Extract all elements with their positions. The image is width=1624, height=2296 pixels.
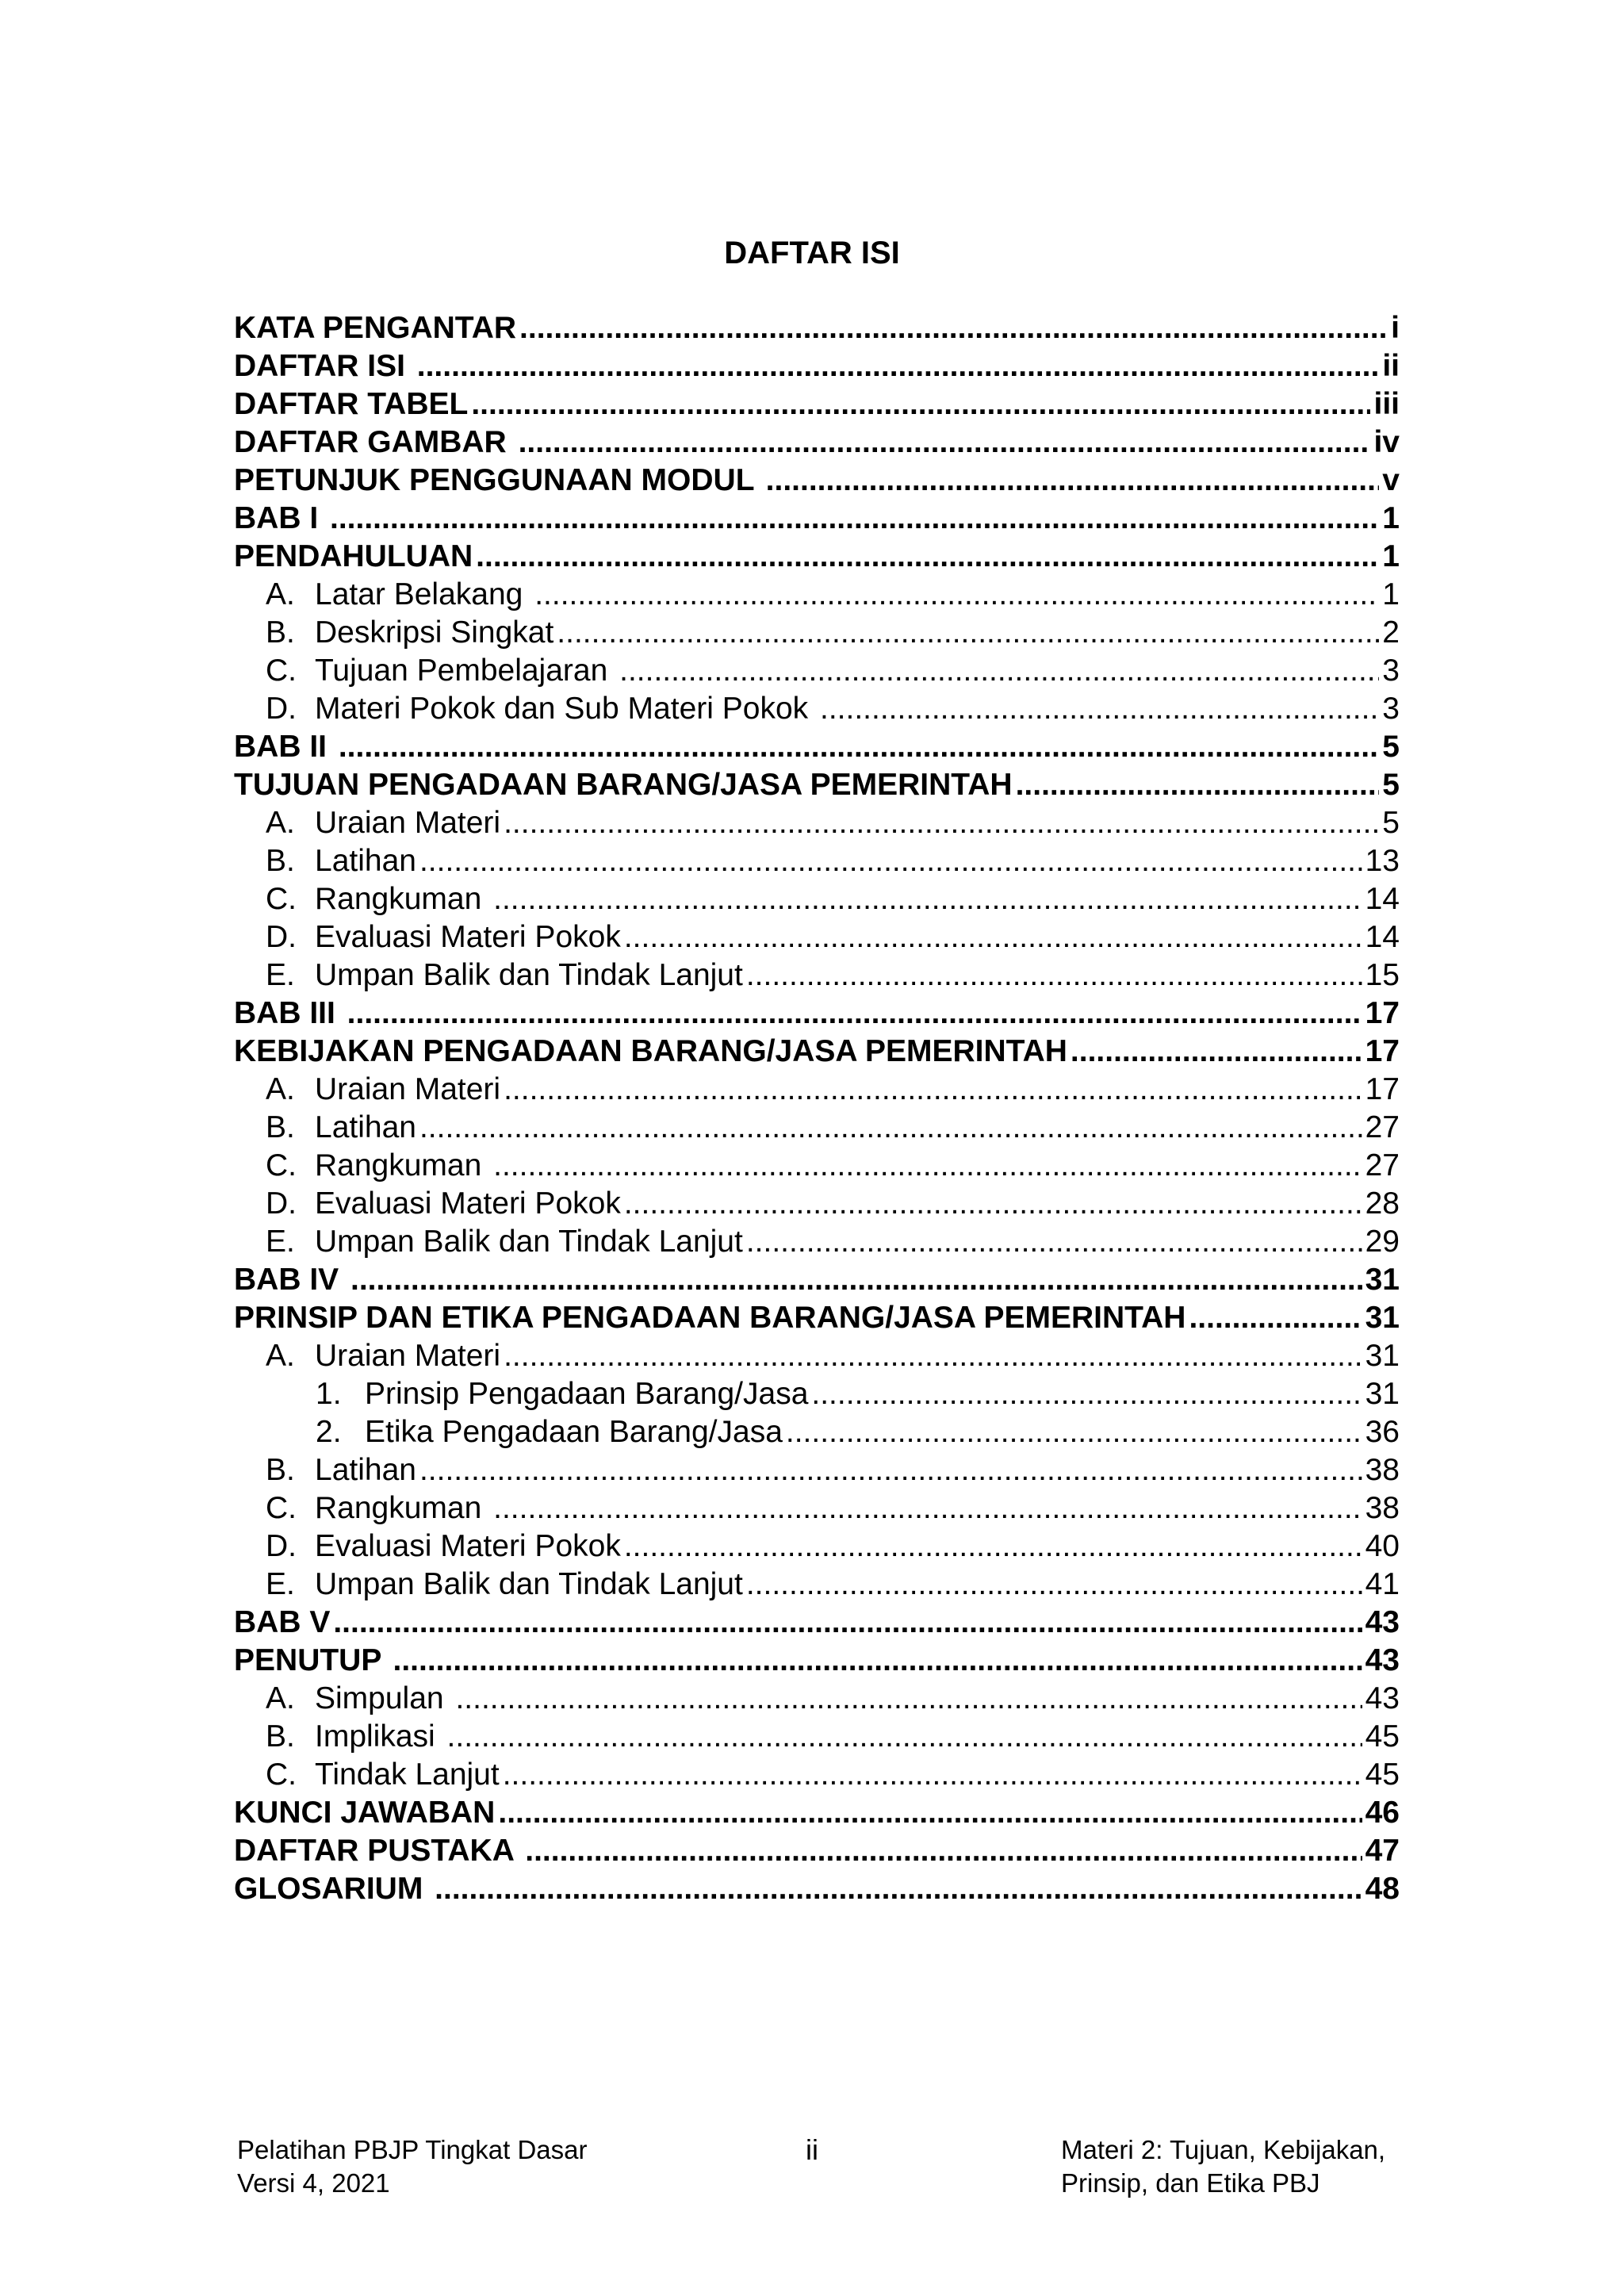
toc-entry-title: Evaluasi Materi Pokok [315,1186,621,1221]
toc-entry[interactable] [234,1261,1400,1299]
toc-entry[interactable] [234,766,1400,804]
toc-entry-page: 3 [1382,692,1400,726]
toc-entry-number: C. [266,654,297,688]
toc-dot-leader [504,1071,1362,1109]
toc-entry[interactable] [234,1451,1400,1489]
toc-dot-leader [417,347,1380,385]
toc-entry-title: DAFTAR TABEL [234,387,469,421]
page-title: DAFTAR ISI [724,236,900,270]
toc-entry-number: B. [266,844,295,878]
toc-entry-page: 31 [1365,1339,1400,1373]
toc-entry-page: 5 [1382,768,1400,802]
toc-dot-leader [447,1718,1362,1756]
toc-entry-page: 29 [1365,1225,1400,1259]
toc-entry-title: PENDAHULUAN [234,539,473,573]
toc-dot-leader [519,424,1371,462]
toc-entry-number: E. [266,1225,295,1259]
toc-dot-leader [498,1794,1362,1832]
toc-entry-page: 40 [1365,1529,1400,1563]
toc-entry-page: 17 [1365,996,1400,1030]
toc-entry-page: 46 [1365,1796,1400,1830]
toc-entry-page: 15 [1365,958,1400,992]
toc-entry-title: DAFTAR ISI [234,349,414,383]
toc-entry[interactable] [234,538,1400,576]
toc-entry[interactable] [234,880,1400,918]
toc-dot-leader [493,1147,1362,1185]
toc-entry-title: KUNCI JAWABAN [234,1796,496,1830]
toc-dot-leader [820,690,1379,728]
toc-entry[interactable] [234,1870,1400,1908]
toc-entry-number: A. [266,1339,295,1373]
toc-entry-number: C. [266,1148,297,1182]
toc-entry-page: 45 [1365,1757,1400,1792]
toc-entry-page: 1 [1382,577,1400,611]
toc-entry[interactable] [234,1375,1400,1413]
toc-entry-number: B. [266,1110,295,1144]
toc-dot-leader [624,918,1362,956]
toc-entry-title: Rangkuman [315,882,491,916]
toc-entry-title: Uraian Materi [315,1339,501,1373]
toc-entry-page: iv [1373,425,1400,459]
toc-entry-number: E. [266,1567,295,1601]
toc-entry-title: Latihan [315,1453,416,1487]
toc-entry-title: Etika Pengadaan Barang/Jasa [365,1415,783,1449]
toc-entry-title: KEBIJAKAN PENGADAAN BARANG/JASA PEMERINTAH [234,1034,1067,1068]
toc-entry-page: v [1382,463,1400,497]
toc-entry-title: Umpan Balik dan Tindak Lanjut [315,1225,743,1259]
toc-entry[interactable] [234,1185,1400,1223]
toc-dot-leader [619,652,1379,690]
toc-entry[interactable] [234,614,1400,652]
toc-dot-leader [503,1756,1362,1794]
toc-entry[interactable] [234,690,1400,728]
toc-entry-number: D. [266,1529,297,1563]
toc-dot-leader [476,538,1379,576]
toc-entry-title: Latar Belakang [315,577,532,611]
toc-entry-number: D. [266,1186,297,1221]
toc-dot-leader [493,880,1362,918]
toc-entry[interactable] [234,1566,1400,1604]
toc-entry-title: TUJUAN PENGADAAN BARANG/JASA PEMERINTAH [234,768,1013,802]
toc-dot-leader [1016,766,1380,804]
toc-entry-number: 1. [316,1377,342,1411]
toc-entry[interactable] [234,1642,1400,1680]
toc-entry-page: 3 [1382,654,1400,688]
toc-entry-title: Evaluasi Materi Pokok [315,1529,621,1563]
toc-entry-page: 45 [1365,1719,1400,1754]
toc-entry-page: iii [1373,387,1400,421]
toc-entry-title: Uraian Materi [315,1072,501,1106]
toc-dot-leader [746,1223,1362,1261]
toc-entry[interactable] [234,424,1400,462]
toc-entry-number: A. [266,577,295,611]
toc-dot-leader [766,462,1380,500]
toc-entry[interactable] [234,1033,1400,1071]
toc-entry-title: Rangkuman [315,1491,491,1525]
toc-entry[interactable] [234,728,1400,766]
toc-entry-title: PRINSIP DAN ETIKA PENGADAAN BARANG/JASA PEMERINTAH [234,1301,1186,1335]
toc-entry-title: DAFTAR PUSTAKA [234,1834,523,1868]
toc-entry-number: B. [266,615,295,650]
toc-entry-page: 27 [1365,1110,1400,1144]
toc-entry[interactable] [234,1680,1400,1718]
toc-dot-leader [534,576,1379,614]
toc-entry-number: C. [266,1757,297,1792]
toc-entry-page: 47 [1365,1834,1400,1868]
toc-entry-title: PENUTUP [234,1643,390,1677]
toc-entry-page: 17 [1365,1072,1400,1106]
toc-entry-page: 28 [1365,1186,1400,1221]
toc-entry-page: 5 [1382,806,1400,840]
toc-entry[interactable] [234,1223,1400,1261]
toc-dot-leader [504,1337,1362,1375]
toc-dot-leader [746,1566,1362,1604]
toc-entry[interactable] [234,842,1400,880]
toc-entry[interactable] [234,1756,1400,1794]
toc-entry-page: 41 [1365,1567,1400,1601]
toc-entry-page: 38 [1365,1491,1400,1525]
toc-entry-title: KATA PENGANTAR [234,311,517,345]
toc-dot-leader [419,1109,1362,1147]
toc-dot-leader [746,956,1362,995]
toc-entry[interactable] [234,1604,1400,1642]
toc-entry-number: B. [266,1719,295,1754]
toc-entry[interactable] [234,347,1400,385]
toc-dot-leader [330,500,1379,538]
toc-entry-page: 36 [1365,1415,1400,1449]
toc-entry-page: 43 [1365,1605,1400,1639]
toc-entry[interactable] [234,1794,1400,1832]
toc-entry[interactable] [234,1109,1400,1147]
toc-entry-title: Materi Pokok dan Sub Materi Pokok [315,692,817,726]
toc-entry[interactable] [234,918,1400,956]
footer-right [1061,2133,1385,2200]
footer-page-number: ii [806,2133,818,2166]
toc-dot-leader [1189,1299,1362,1337]
toc-dot-leader [811,1375,1362,1413]
toc-entry-title: Tujuan Pembelajaran [315,654,617,688]
toc-entry-page: 38 [1365,1453,1400,1487]
toc-entry-title: BAB IV [234,1263,348,1297]
toc-entry-title: Uraian Materi [315,806,501,840]
footer-version: Versi 4, 2021 [237,2168,390,2198]
footer-course-name: Pelatihan PBJP Tingkat Dasar [237,2135,588,2164]
toc-entry-title: Latihan [315,844,416,878]
toc-entry-page: ii [1382,349,1400,383]
toc-entry[interactable] [234,804,1400,842]
toc-entry-number: E. [266,958,295,992]
toc-dot-leader [1071,1033,1362,1071]
toc-entry[interactable] [234,576,1400,614]
toc-entry-number: 2. [316,1415,342,1449]
toc-entry-page: 5 [1382,730,1400,764]
footer-module-title-line2: Prinsip, dan Etika PBJ [1061,2168,1320,2198]
toc-dot-leader [333,1604,1362,1642]
toc-entry[interactable] [234,462,1400,500]
toc-entry-page: 1 [1382,539,1400,573]
toc-entry-page: 31 [1365,1263,1400,1297]
toc-dot-leader [504,804,1379,842]
toc-dot-leader [624,1527,1362,1566]
toc-entry-title: Rangkuman [315,1148,491,1182]
toc-entry-page: 43 [1365,1643,1400,1677]
toc-entry-title: Simpulan [315,1681,453,1715]
toc-entry-number: A. [266,806,295,840]
toc-entry-page: 17 [1365,1034,1400,1068]
toc-dot-leader [624,1185,1362,1223]
toc-entry-title: Evaluasi Materi Pokok [315,920,621,954]
toc-entry-title: PETUNJUK PENGGUNAAN MODUL [234,463,763,497]
toc-entry-title: Tindak Lanjut [315,1757,500,1792]
toc-entry-title: GLOSARIUM [234,1872,432,1906]
toc-entry-title: Implikasi [315,1719,444,1754]
toc-dot-leader [339,728,1379,766]
toc-entry[interactable] [234,500,1400,538]
toc-entry-number: C. [266,882,297,916]
toc-entry-number: A. [266,1072,295,1106]
toc-dot-leader [393,1642,1362,1680]
toc-entry-page: 31 [1365,1301,1400,1335]
toc-entry-page: 2 [1382,615,1400,650]
footer-module-title-line1: Materi 2: Tujuan, Kebijakan, [1061,2135,1386,2164]
toc-entry[interactable] [234,1147,1400,1185]
toc-entry-page: 13 [1365,844,1400,878]
toc-entry-number: D. [266,692,297,726]
table-of-contents [234,309,1400,1908]
toc-entry-page: 14 [1365,882,1400,916]
toc-entry-title: Prinsip Pengadaan Barang/Jasa [365,1377,809,1411]
toc-entry-title: BAB V [234,1605,331,1639]
toc-entry-page: i [1391,311,1400,345]
toc-dot-leader [435,1870,1362,1908]
toc-entry-number: A. [266,1681,295,1715]
toc-entry-title: BAB II [234,730,335,764]
toc-entry-title: Deskripsi Singkat [315,615,554,650]
toc-entry[interactable] [234,1489,1400,1527]
toc-dot-leader [519,309,1388,347]
toc-entry[interactable] [234,385,1400,424]
toc-entry-page: 27 [1365,1148,1400,1182]
toc-entry[interactable] [234,1718,1400,1756]
toc-dot-leader [471,385,1370,424]
toc-entry[interactable] [234,1413,1400,1451]
toc-entry[interactable] [234,956,1400,995]
toc-dot-leader [493,1489,1362,1527]
toc-entry-title: Umpan Balik dan Tindak Lanjut [315,958,743,992]
toc-entry-page: 1 [1382,501,1400,535]
toc-dot-leader [347,995,1362,1033]
toc-entry-number: C. [266,1491,297,1525]
toc-dot-leader [557,614,1379,652]
toc-entry-number: D. [266,920,297,954]
toc-dot-leader [350,1261,1362,1299]
toc-entry[interactable] [234,309,1400,347]
toc-dot-leader [419,842,1362,880]
toc-entry[interactable] [234,1299,1400,1337]
toc-entry-page: 43 [1365,1681,1400,1715]
toc-entry-title: DAFTAR GAMBAR [234,425,515,459]
toc-entry[interactable] [234,652,1400,690]
toc-entry-title: Latihan [315,1110,416,1144]
toc-dot-leader [525,1832,1362,1870]
toc-entry[interactable] [234,1527,1400,1566]
toc-entry[interactable] [234,995,1400,1033]
toc-dot-leader [455,1680,1362,1718]
toc-entry-page: 14 [1365,920,1400,954]
toc-entry-title: Umpan Balik dan Tindak Lanjut [315,1567,743,1601]
toc-entry-number: B. [266,1453,295,1487]
toc-entry-title: BAB III [234,996,344,1030]
toc-entry[interactable] [234,1832,1400,1870]
toc-entry[interactable] [234,1337,1400,1375]
toc-entry-page: 48 [1365,1872,1400,1906]
toc-entry-title: BAB I [234,501,327,535]
toc-entry-page: 31 [1365,1377,1400,1411]
toc-dot-leader [786,1413,1362,1451]
toc-dot-leader [419,1451,1362,1489]
toc-entry[interactable] [234,1071,1400,1109]
